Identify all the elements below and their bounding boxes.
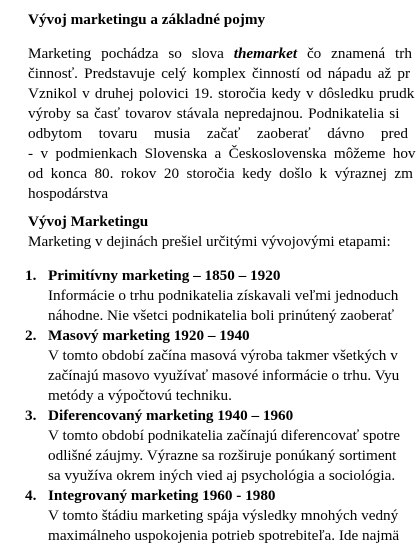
stage-line: náhodne. Nie všetci podnikatelia boli prinútený zaoberať: [48, 307, 394, 324]
list-item: [25, 326, 419, 406]
intro-line: [28, 44, 419, 64]
intro-text: čo znamená trh: [297, 45, 412, 62]
intro-line: činnosť. Predstavuje celý komplex činností od nápadu až pr: [28, 65, 411, 82]
stage-line: sa využíva okrem iných vied aj psychológia a sociológia.: [48, 467, 396, 484]
intro-line: výroby sa časť tovarov stávala nepredajnou. Podnikatelia si: [28, 105, 400, 122]
stage-heading: Masový marketing 1920 – 1940: [48, 327, 250, 344]
intro-line: - v podmienkach Slovenska a Československa môžeme hov: [28, 145, 416, 162]
intro-paragraph: [28, 44, 419, 204]
stage-heading: Integrovaný marketing 1960 - 1980: [48, 487, 276, 504]
intro-line: od konca 80. rokov 20 storočia kedy došlo k výraznej zm: [28, 165, 413, 182]
stage-heading: Diferencovaný marketing 1940 – 1960: [48, 407, 294, 424]
intro-emphasis: themarket: [233, 45, 298, 62]
list-item: [25, 406, 419, 486]
stage-heading: Primitívny marketing – 1850 – 1920: [48, 267, 281, 284]
intro-line: odbytom tovaru musia začať zaoberať dávno pred: [28, 125, 408, 142]
stage-line: začínajú masovo využívať masové informácie o trhu. Vyu: [48, 367, 400, 384]
stage-body: [48, 506, 419, 546]
section-heading: Vývoj Marketingu: [28, 213, 149, 230]
list-number: 4.: [25, 487, 37, 504]
stage-line: odlišné záujmy. Výrazne sa rozširuje ponúkaný sortiment: [48, 447, 397, 464]
stage-body: [48, 346, 419, 406]
stage-line: V tomto období začína masová výroba takmer všetkých v: [48, 347, 398, 364]
stage-line: maximálneho uspokojenia potrieb spotrebiteľa. Ide najmä: [48, 527, 400, 544]
stage-line: V tomto období podnikatelia začínajú diferencovať spotre: [48, 427, 401, 444]
intro-text: Marketing pochádza so slova: [28, 45, 234, 62]
stage-line: V tomto štádiu marketing spája výsledky mnohých vedný: [48, 507, 399, 524]
stage-body: [48, 426, 419, 486]
stage-line: metódy a výpočtovú techniku.: [48, 387, 232, 404]
intro-line: Vznikol v druhej polovici 19. storočia kedy v dôsledku prudk: [28, 85, 415, 102]
list-item: [25, 486, 419, 546]
list-number: 2.: [25, 327, 37, 344]
stages-list: [25, 266, 419, 546]
stage-body: [48, 286, 419, 326]
section-intro: Marketing v dejinách prešiel určitými vývojovými etapami:: [28, 233, 391, 250]
stage-line: Informácie o trhu podnikatelia získavali veľmi jednoduch: [48, 287, 399, 304]
list-number: 3.: [25, 407, 37, 424]
intro-line: hospodárstva: [28, 185, 109, 202]
list-item: [25, 266, 419, 326]
document-title: Vývoj marketingu a základné pojmy: [28, 11, 266, 28]
list-number: 1.: [25, 267, 37, 284]
